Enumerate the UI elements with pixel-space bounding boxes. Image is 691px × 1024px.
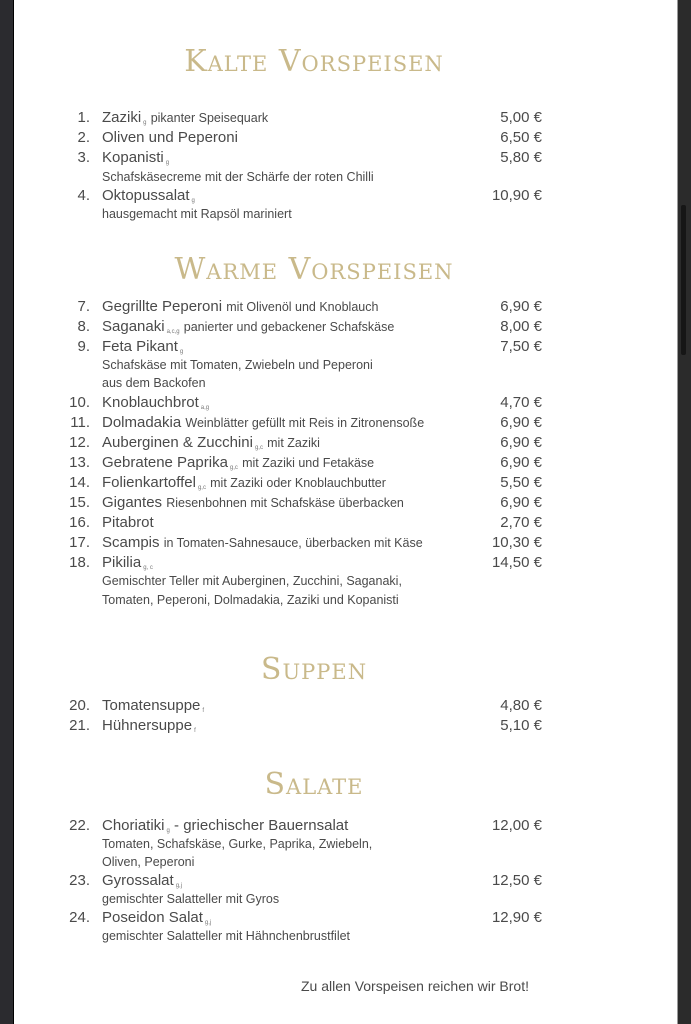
item-subdescription: aus dem Backofen [102, 376, 206, 390]
item-subdescription: hausgemacht mit Rapsöl mariniert [102, 207, 292, 221]
item-title: Pitabrot [102, 514, 154, 531]
item-description: Riesenbohnen mit Schafskäse überbacken [166, 496, 404, 510]
item-price: 5,50 € [500, 474, 542, 491]
item-subdescription: gemischter Salatteller mit Hähnchenbrustfilet [102, 929, 351, 943]
item-title: Oliven und Peperoni [102, 129, 238, 146]
item-number: 15. [69, 494, 90, 511]
item-price: 12,90 € [491, 909, 542, 926]
allergen-code: g,c [229, 465, 238, 471]
menu-item-24 [14, 908, 677, 928]
item-number: 23. [69, 872, 90, 889]
allergen-code: a,c,g [166, 329, 180, 335]
menu-item-14 [14, 473, 677, 493]
item-number: 13. [69, 454, 90, 471]
viewer-left-border [0, 0, 14, 1024]
item-title: Gegrillte Peperoni [102, 298, 223, 315]
item-description: panierter und gebackener Schafskäse [183, 320, 395, 334]
item-price: 5,80 € [500, 149, 542, 166]
item-number: 4. [77, 187, 90, 204]
item-subdescription: Tomaten, Peperoni, Dolmadakia, Zaziki und Kopanisti [102, 593, 399, 607]
allergen-code: g [179, 349, 184, 355]
item-number: 7. [77, 298, 90, 315]
item-price: 4,80 € [500, 697, 542, 714]
section-heading-salate: Salate [264, 767, 364, 802]
item-price: 14,50 € [491, 554, 542, 571]
item-number: 2. [77, 129, 90, 146]
menu-item-10 [14, 393, 677, 413]
item-name [102, 297, 378, 317]
item-number: 8. [77, 318, 90, 335]
menu-item-7 [14, 297, 677, 317]
item-number: 17. [69, 534, 90, 551]
menu-item-3 [14, 148, 677, 168]
menu-item-21 [14, 716, 677, 736]
item-description: mit Zaziki [267, 436, 320, 450]
item-subdescription: Gemischter Teller mit Auberginen, Zucchini, Saganaki, [102, 574, 402, 588]
item-description: pikanter Speisequark [150, 111, 269, 125]
item-subdescription: Tomaten, Schafskäse, Gurke, Paprika, Zwiebeln, [102, 837, 373, 851]
item-number: 9. [77, 338, 90, 355]
item-price: 6,90 € [500, 414, 542, 431]
item-number: 14. [69, 474, 90, 491]
allergen-code: g,c [254, 445, 263, 451]
item-number: 11. [70, 414, 90, 431]
item-price: 12,50 € [491, 872, 542, 889]
menu-item-22 [14, 816, 677, 836]
menu-item-16 [14, 513, 677, 533]
item-title: Gigantes [102, 494, 163, 511]
menu-item-1 [14, 108, 677, 128]
item-description: mit Olivenöl und Knoblauch [226, 300, 379, 314]
menu-page [14, 0, 677, 1024]
menu-item-23 [14, 871, 677, 891]
menu-item-11 [14, 413, 677, 433]
item-title: Kopanisti [102, 149, 164, 166]
item-name [102, 716, 196, 741]
item-title: Dolmadakia [102, 414, 182, 431]
item-price: 6,90 € [500, 454, 542, 471]
scrollbar-track[interactable] [677, 0, 691, 1024]
item-number: 24. [69, 909, 90, 926]
item-title: Zaziki [102, 109, 142, 126]
menu-item-8 [14, 317, 677, 337]
item-title: Gebratene Paprika [102, 454, 228, 471]
menu-item-9 [14, 337, 677, 357]
menu-item-13 [14, 453, 677, 473]
allergen-code: g [191, 198, 195, 204]
item-subdescription: Oliven, Peperoni [102, 855, 195, 869]
item-description: Weinblätter gefüllt mit Reis in Zitronensoße [185, 416, 425, 430]
item-subdescription: Schafskäse mit Tomaten, Zwiebeln und Peperoni [102, 358, 373, 372]
allergen-code: g,c [197, 485, 206, 491]
item-number: 10. [69, 394, 90, 411]
allergen-code: g,j [175, 883, 183, 889]
item-price: 2,70 € [500, 514, 542, 531]
item-name [102, 533, 423, 553]
menu-item-20 [14, 696, 677, 716]
allergen-code: f [202, 708, 205, 714]
menu-item-17 [14, 533, 677, 553]
item-title: Oktopussalat [102, 187, 190, 204]
footer-note: Zu allen Vorspeisen reichen wir Brot! [301, 978, 529, 994]
item-description: in Tomaten-Sahnesauce, überbacken mit Käse [163, 536, 423, 550]
menu-item-2 [14, 128, 677, 148]
menu-item-15 [14, 493, 677, 513]
item-title: Hühnersuppe [102, 717, 193, 734]
item-number: 1. [77, 109, 90, 126]
menu-item-12 [14, 433, 677, 453]
item-name [102, 413, 424, 433]
item-price: 5,10 € [500, 717, 542, 734]
item-number: 16. [69, 514, 90, 531]
item-number: 20. [69, 697, 90, 714]
item-title: Choriatiki [102, 817, 165, 834]
section-heading-suppen: Suppen [260, 652, 368, 687]
item-name [102, 493, 404, 513]
item-price: 6,50 € [500, 129, 542, 146]
menu-item-18 [14, 553, 677, 573]
menu-item-4 [14, 186, 677, 206]
item-title: Folienkartoffel [102, 474, 196, 491]
item-price: 4,70 € [500, 394, 542, 411]
item-price: 12,00 € [491, 817, 542, 834]
item-title-suffix: - griechischer Bauernsalat [169, 817, 349, 834]
item-price: 6,90 € [500, 298, 542, 315]
item-title: Tomatensuppe [102, 697, 201, 714]
item-number: 22. [69, 817, 90, 834]
item-name [102, 128, 238, 148]
allergen-code: g, c [143, 565, 153, 571]
item-description: mit Zaziki und Fetakäse [242, 456, 375, 470]
item-subdescription: gemischter Salatteller mit Gyros [102, 892, 280, 906]
item-title: Auberginen & Zucchini [102, 434, 253, 451]
item-title: Gyrossalat [102, 872, 174, 889]
item-price: 6,90 € [500, 434, 542, 451]
item-title: Poseidon Salat [102, 909, 203, 926]
allergen-code: g [166, 828, 170, 834]
section-heading-kalte-vorspeisen: Kalte Vorspeisen [184, 44, 444, 79]
section-heading-warme-vorspeisen: Warme Vorspeisen [174, 252, 454, 287]
item-price: 6,90 € [500, 494, 542, 511]
item-title: Saganaki [102, 318, 165, 335]
allergen-code: f [194, 728, 196, 734]
allergen-code: g,j [204, 920, 212, 926]
item-title: Pikilia [102, 554, 142, 571]
item-price: 8,00 € [500, 318, 542, 335]
allergen-code: g [165, 160, 170, 166]
item-number: 3. [77, 149, 90, 166]
item-price: 5,00 € [500, 109, 542, 126]
scrollbar-thumb[interactable] [681, 205, 686, 355]
item-title: Feta Pikant [102, 338, 178, 355]
item-description: mit Zaziki oder Knoblauchbutter [210, 476, 386, 490]
item-number: 21. [69, 717, 90, 734]
allergen-code: a,g [200, 405, 210, 411]
item-title: Scampis [102, 534, 160, 551]
item-title: Knoblauchbrot [102, 394, 199, 411]
item-subdescription: Schafskäsecreme mit der Schärfe der roten Chilli [102, 170, 374, 184]
item-price: 10,90 € [491, 187, 542, 204]
item-name [102, 513, 154, 533]
item-number: 18. [69, 554, 90, 571]
allergen-code: g [143, 120, 147, 126]
item-number: 12. [69, 434, 90, 451]
item-price: 7,50 € [500, 338, 542, 355]
item-price: 10,30 € [491, 534, 542, 551]
